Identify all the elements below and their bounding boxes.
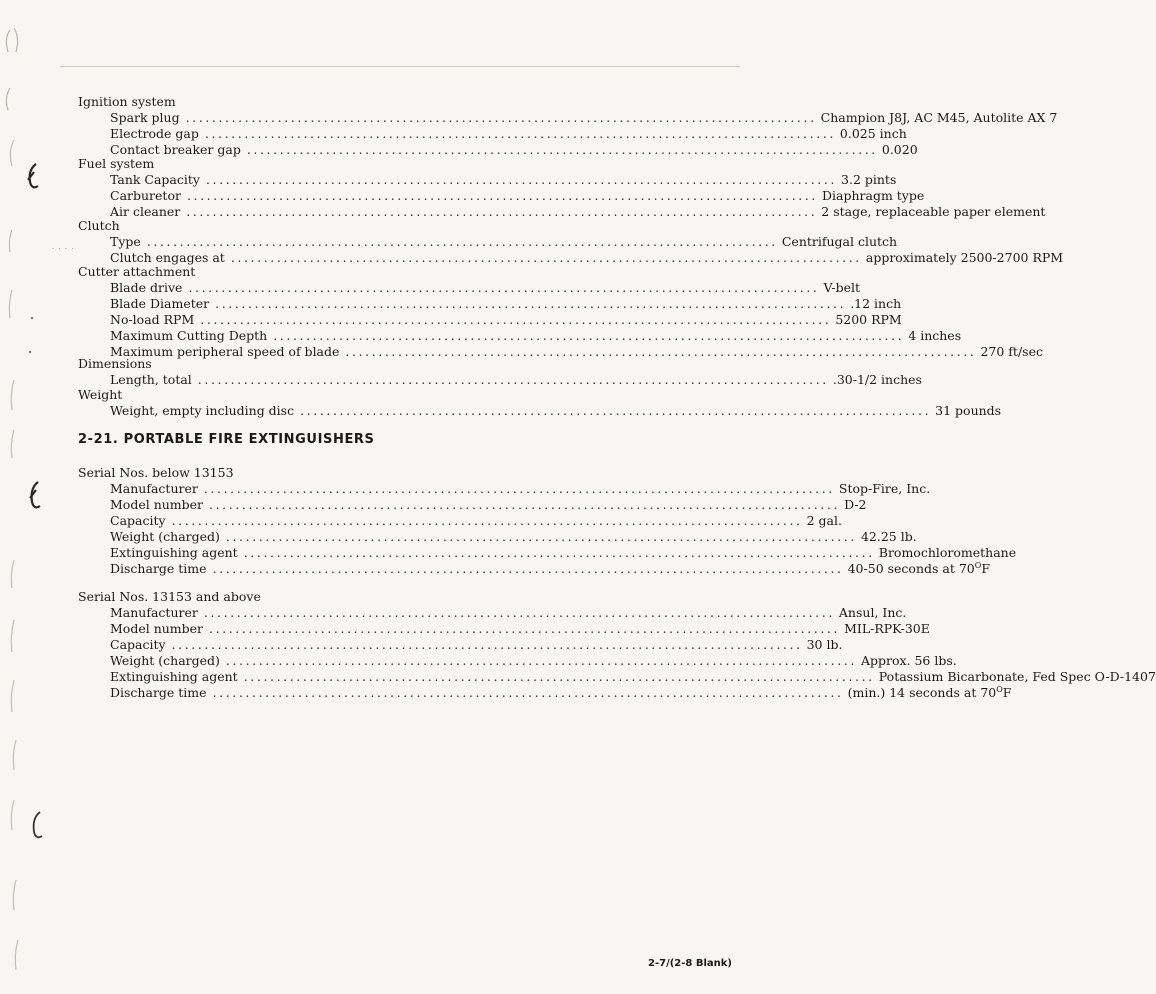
spec-value: 30 lb. bbox=[806, 637, 843, 652]
spec-value: 5200 RPM bbox=[835, 312, 902, 327]
leader-dots: ................................................................................................ bbox=[215, 296, 847, 311]
leader-dots: ................................................................................................ bbox=[230, 250, 862, 265]
spec-manufacturer-above bbox=[110, 605, 907, 621]
leader-dots: ................................................................................................ bbox=[146, 234, 778, 249]
spec-value bbox=[844, 561, 990, 577]
section-heading-dimensions: Dimensions bbox=[78, 356, 152, 371]
spec-value: 0.025 inch bbox=[839, 126, 907, 141]
leader-dots: ................................................................................................ bbox=[209, 497, 841, 512]
leader-dots: ................................................................................................ bbox=[225, 529, 857, 544]
spec-value bbox=[844, 685, 1012, 701]
degree-mark: O bbox=[974, 560, 982, 570]
spec-label: Blade Diameter bbox=[110, 296, 210, 311]
spec-label: Blade drive bbox=[110, 280, 183, 295]
spec-value: .12 inch bbox=[850, 296, 902, 311]
spec-value: Ansul, Inc. bbox=[838, 605, 907, 620]
spec-value: 270 ft/sec bbox=[980, 344, 1043, 359]
discharge-value: 40-50 seconds at 70 bbox=[847, 561, 975, 576]
spec-length bbox=[110, 372, 922, 388]
spec-label: Capacity bbox=[110, 513, 166, 528]
spec-value: V-belt bbox=[823, 280, 861, 295]
spec-value: Potassium Bicarbonate, Fed Spec O-D-1407 bbox=[878, 669, 1156, 684]
spec-weight-empty bbox=[110, 403, 1002, 419]
leader-dots: ................................................................................................ bbox=[200, 312, 832, 327]
spec-label: No-load RPM bbox=[110, 312, 195, 327]
subsection-heading-below: Serial Nos. below 13153 bbox=[78, 465, 234, 480]
degree-mark: O bbox=[996, 684, 1003, 694]
temp-unit: F bbox=[981, 561, 991, 576]
leader-dots: ................................................................................................ bbox=[204, 126, 836, 141]
leader-dots: ................................................................................................ bbox=[171, 637, 803, 652]
spec-value: Stop-Fire, Inc. bbox=[838, 481, 931, 496]
spec-value: 31 pounds bbox=[935, 403, 1002, 418]
spec-discharge-above bbox=[110, 684, 1012, 701]
margin-smudge: · · · · bbox=[52, 245, 75, 253]
section-heading-weight: Weight bbox=[78, 387, 123, 402]
spec-electrode-gap bbox=[110, 126, 907, 142]
spec-label: Weight, empty including disc bbox=[110, 403, 295, 418]
spec-value: .30-1/2 inches bbox=[832, 372, 922, 387]
spec-label: Spark plug bbox=[110, 110, 180, 125]
leader-dots: ................................................................................................ bbox=[185, 110, 817, 125]
spec-label: Maximum peripheral speed of blade bbox=[110, 344, 340, 359]
scan-top-rule bbox=[60, 66, 740, 67]
spec-label: Air cleaner bbox=[110, 204, 181, 219]
spec-tank-capacity bbox=[110, 172, 897, 188]
spec-value: 0.020 bbox=[881, 142, 918, 157]
spec-label: Discharge time bbox=[110, 561, 207, 576]
binder-edge-marks bbox=[0, 0, 50, 994]
leader-dots: ................................................................................................ bbox=[203, 481, 835, 496]
spec-value: approximately 2500-2700 RPM bbox=[865, 250, 1064, 265]
leader-dots: ................................................................................................ bbox=[197, 372, 829, 387]
spec-label: Capacity bbox=[110, 637, 166, 652]
leader-dots: ................................................................................................ bbox=[186, 188, 818, 203]
spec-value: 2 stage, replaceable paper element bbox=[821, 204, 1046, 219]
spec-label: Carburetor bbox=[110, 188, 181, 203]
leader-dots: ................................................................................................ bbox=[273, 328, 905, 343]
spec-clutch-type bbox=[110, 234, 898, 250]
spec-value: D-2 bbox=[844, 497, 867, 512]
spec-agent-above bbox=[110, 669, 1156, 685]
leader-dots: ................................................................................................ bbox=[246, 142, 878, 157]
spec-breaker-gap bbox=[110, 142, 918, 158]
spec-label: Length, total bbox=[110, 372, 192, 387]
spec-weight-above bbox=[110, 653, 957, 669]
spec-agent-below bbox=[110, 545, 1017, 561]
spec-value: Diaphragm type bbox=[822, 188, 925, 203]
leader-dots: ................................................................................................ bbox=[345, 344, 977, 359]
leader-dots: ................................................................................................ bbox=[243, 669, 875, 684]
spec-capacity-below bbox=[110, 513, 842, 529]
section-heading-ignition: Ignition system bbox=[78, 94, 176, 109]
spec-spark-plug bbox=[110, 110, 1058, 126]
spec-cutting-depth bbox=[110, 328, 962, 344]
subsection-heading-above: Serial Nos. 13153 and above bbox=[78, 589, 261, 604]
section-title: 2-21. PORTABLE FIRE EXTINGUISHERS bbox=[78, 432, 375, 447]
spec-label: Manufacturer bbox=[110, 481, 198, 496]
spec-label: Model number bbox=[110, 497, 204, 512]
section-heading-clutch: Clutch bbox=[78, 218, 120, 233]
spec-label: Model number bbox=[110, 621, 204, 636]
spec-value: Bromochloromethane bbox=[878, 545, 1017, 560]
leader-dots: ................................................................................................ bbox=[225, 653, 857, 668]
spec-label: Electrode gap bbox=[110, 126, 199, 141]
spec-carburetor bbox=[110, 188, 925, 204]
spec-air-cleaner bbox=[110, 204, 1046, 220]
leader-dots: ................................................................................................ bbox=[203, 605, 835, 620]
section-heading-fuel: Fuel system bbox=[78, 156, 155, 171]
spec-label: Tank Capacity bbox=[110, 172, 200, 187]
leader-dots: ................................................................................................ bbox=[188, 280, 820, 295]
spec-value: 42.25 lb. bbox=[860, 529, 917, 544]
leader-dots: ................................................................................................ bbox=[212, 685, 844, 700]
spec-manufacturer-below bbox=[110, 481, 931, 497]
spec-value: 3.2 pints bbox=[841, 172, 897, 187]
spec-capacity-above bbox=[110, 637, 843, 653]
leader-dots: ................................................................................................ bbox=[205, 172, 838, 187]
spec-label: Extinguishing agent bbox=[110, 669, 238, 684]
leader-dots: ................................................................................................ bbox=[209, 621, 841, 636]
leader-dots: ................................................................................................ bbox=[171, 513, 803, 528]
spec-weight-below bbox=[110, 529, 917, 545]
page-number: 2-7/(2-8 Blank) bbox=[648, 958, 732, 969]
spec-value: Champion J8J, AC M45, Autolite AX 7 bbox=[820, 110, 1058, 125]
section-heading-cutter: Cutter attachment bbox=[78, 264, 196, 279]
spec-label: Weight (charged) bbox=[110, 653, 220, 668]
leader-dots: ................................................................................................ bbox=[300, 403, 932, 418]
temp-unit: F bbox=[1002, 685, 1012, 700]
spec-peripheral-speed bbox=[110, 344, 1043, 360]
spec-clutch-engages bbox=[110, 250, 1064, 266]
spec-label: Extinguishing agent bbox=[110, 545, 238, 560]
spec-label: Contact breaker gap bbox=[110, 142, 241, 157]
discharge-value: (min.) 14 seconds at 70 bbox=[847, 685, 997, 700]
spec-value: 4 inches bbox=[908, 328, 962, 343]
spec-value: MIL-RPK-30E bbox=[844, 621, 930, 636]
spec-label: Manufacturer bbox=[110, 605, 198, 620]
spec-noload-rpm bbox=[110, 312, 902, 328]
spec-label: Discharge time bbox=[110, 685, 207, 700]
spec-value: 2 gal. bbox=[806, 513, 842, 528]
spec-label: Clutch engages at bbox=[110, 250, 225, 265]
spec-value: Centrifugal clutch bbox=[781, 234, 898, 249]
leader-dots: ................................................................................................ bbox=[243, 545, 875, 560]
leader-dots: ................................................................................................ bbox=[212, 561, 844, 576]
spec-label: Type bbox=[110, 234, 141, 249]
spec-blade-drive bbox=[110, 280, 861, 296]
spec-model-above bbox=[110, 621, 930, 637]
spec-label: Maximum Cutting Depth bbox=[110, 328, 268, 343]
spec-label: Weight (charged) bbox=[110, 529, 220, 544]
spec-blade-diameter bbox=[110, 296, 902, 312]
spec-discharge-below bbox=[110, 560, 991, 577]
leader-dots: ................................................................................................ bbox=[186, 204, 818, 219]
spec-value: Approx. 56 lbs. bbox=[860, 653, 957, 668]
spec-model-below bbox=[110, 497, 867, 513]
